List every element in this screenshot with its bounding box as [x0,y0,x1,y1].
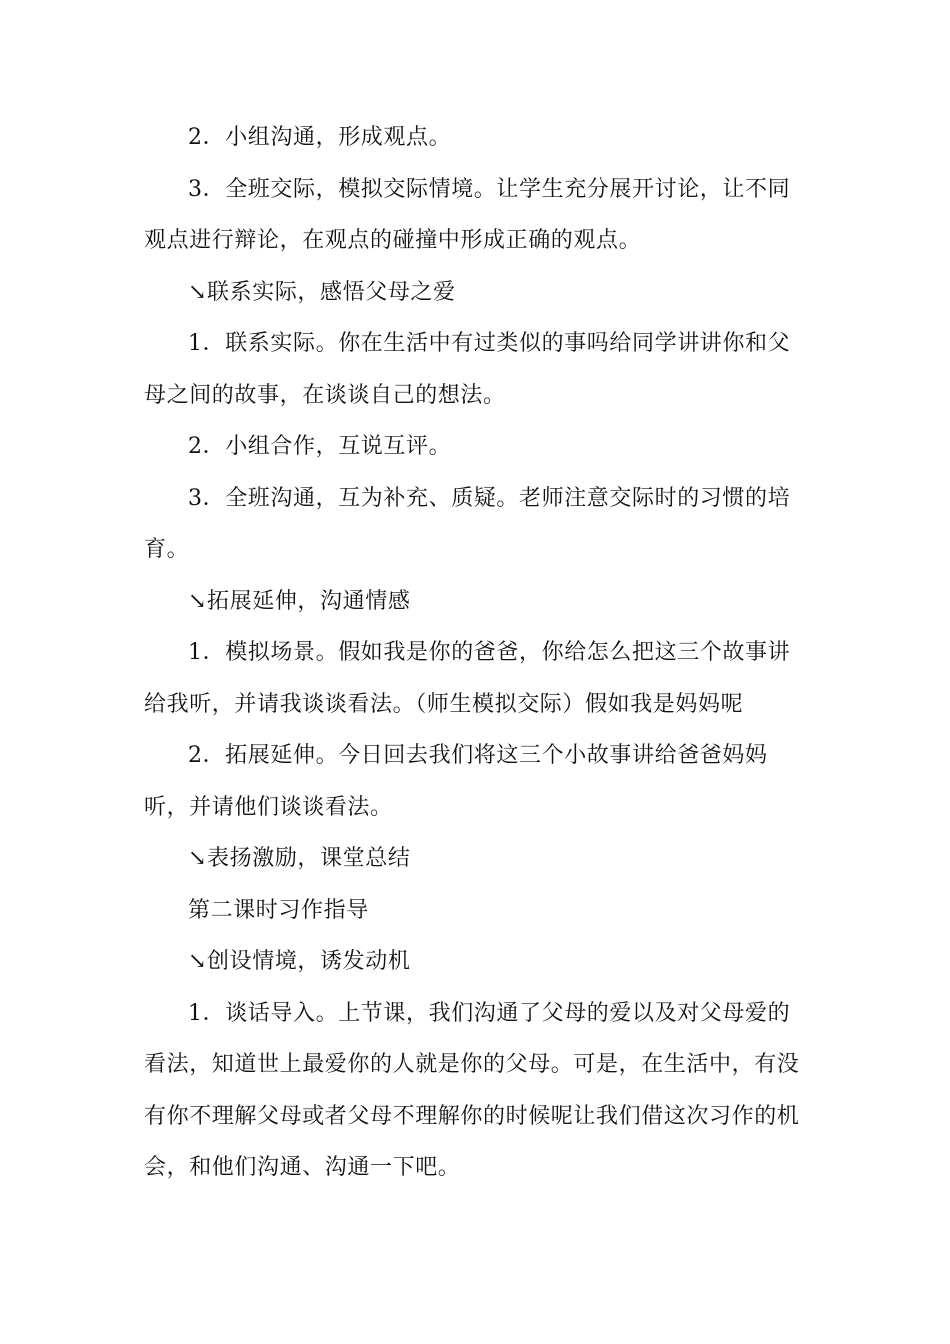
section-heading-create-situation: ↘创设情境，诱发动机 [188,949,411,974]
section-heading-connect-reality: ↘联系实际，感悟父母之爱 [188,279,456,305]
paragraph-introduction: 1．谈话导入。上节课，我们沟通了父母的爱以及对父母爱的看法，知道世上最爱你的人就是你的父母。可是，在生活中，有没有你不理解父母或者父母不理解你的时候呢让我们借这次习作的机会，和他们沟通、沟通一下吧。 [144,1000,800,1180]
section-heading-summary: ↘表扬激励，课堂总结 [188,846,411,871]
document-body [144,112,809,1194]
lesson-title-second-period: 第二课时习作指导 [188,897,369,923]
section-heading-extension: ↘拓展延伸，沟通情感 [188,588,411,614]
paragraph-connect-reality: 1．联系实际。你在生活中有过类似的事吗给同学讲讲你和父母之间的故事，在谈谈自己的想法。 [144,331,791,408]
paragraph-simulate-scene: 1．模拟场景。假如我是你的爸爸，你给怎么把这三个故事讲给我听，并请我谈谈看法。（师生模拟交际）假如我是妈妈呢 [144,640,791,717]
paragraph-extend-home: 2．拓展延伸。今日回去我们将这三个小故事讲给爸爸妈妈听，并请他们谈谈看法。 [144,743,768,820]
paragraph-class-communication: 3．全班交际，模拟交际情境。让学生充分展开讨论，让不同观点进行辩论，在观点的碰撞中形成正确的观点。 [144,176,791,253]
paragraph-group-discussion: 2．小组沟通，形成观点。 [188,125,452,150]
paragraph-class-supplement: 3．全班沟通，互为补充、质疑。老师注意交际时的习惯的培育。 [144,485,791,562]
paragraph-group-cooperation: 2．小组合作，互说互评。 [188,434,452,459]
